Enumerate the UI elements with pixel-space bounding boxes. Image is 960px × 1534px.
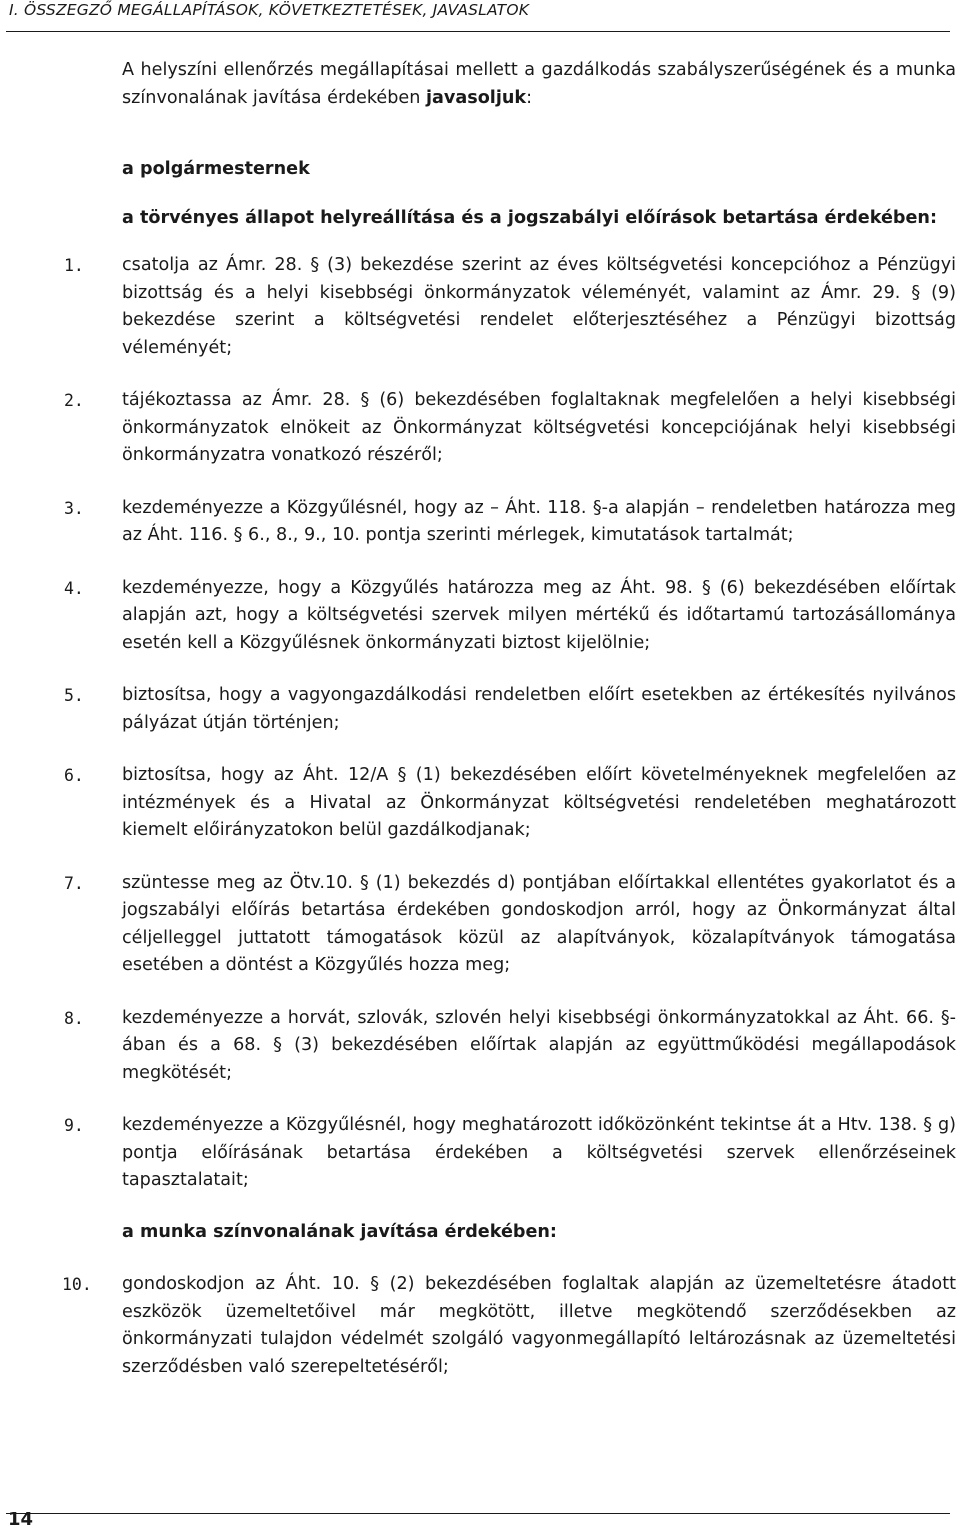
list-item (64, 387, 956, 470)
list-item-text: kezdeményezze, hogy a Közgyűlés határozza meg az Áht. 98. § (6) bekezdésében előírtak alapján azt, hogy a költségvetési szervek milyen mértékű és időtartamú tartozásállománya esetén kell a Közgyűlésnek önkormányzati biztost kijelölnie; (122, 577, 956, 653)
list-item (64, 762, 956, 845)
list-item (64, 1112, 956, 1195)
list-item-text: szüntesse meg az Ötv.10. § (1) bekezdés d) pontjában előírtakkal ellentétes gyakorlatot és a jogszabályi előírás betartása érdekében gondoskodjon arról, hogy az Önkormányzat által céljelleggel juttatott támogatások közül az alapítványok, közalapítványok támogatása esetében a döntést a Közgyűlés hozza meg; (122, 872, 956, 975)
list-item-number: 4. (64, 578, 84, 598)
list-item (64, 575, 956, 658)
intro-bold-word: javasoljuk (425, 87, 527, 108)
footer-divider (6, 1513, 950, 1514)
list-item-number: 9. (64, 1116, 84, 1135)
list-item (64, 495, 956, 550)
list-item (64, 252, 956, 362)
page-number: 14 (8, 1509, 34, 1530)
list-item (64, 682, 956, 737)
list-item-number: 10. (62, 1275, 92, 1294)
list-item-text: kezdeményezze a Közgyűlésnél, hogy meghatározott időközönként tekintse át a Htv. 138. § g) pontja előírásának betartása érdekében a költségvetési szervek ellenőrzéseinek tapasztalatait; (122, 1115, 956, 1190)
document-body (62, 57, 956, 1381)
list-item-number: 3. (64, 498, 84, 518)
header-divider (6, 31, 950, 32)
list-item-text: gondoskodjon az Áht. 10. § (2) bekezdésében foglaltak alapján az üzemeltetésre átadott eszközök üzemeltetőivel már megkötött, illetve megkötendő szerződésekben az önkormányzati tulajdon védelmét szolgáló vagyonmegállapító leltározásnak az üzemeltetési szerződésben való szerepeltetéséről; (122, 1274, 956, 1377)
heading-munka: a munka színvonalának javítása érdekében: (122, 1221, 557, 1242)
heading-torvenyes: a törvényes állapot helyreállítása és a jogszabályi előírások betartása érdekében: (122, 207, 937, 228)
list-item-text: kezdeményezze a horvát, szlovák, szlovén helyi kisebbségi önkormányzatokkal az Áht. 66. §-ában és a 68. § (3) bekezdésében előírtak alapján az együttműködési megállapodások megkötését; (122, 1007, 956, 1083)
intro-paragraph (122, 57, 956, 112)
list-item-text: csatolja az Ámr. 28. § (3) bekezdése szerint az éves költségvetési koncepcióhoz a Pénzügyi bizottság és a helyi kisebbségi önkormányzatok véleményét, valamint az Ámr. 29. § (9) bekezdése szerint a költségvetési rendelet előterjesztéséhez a Pénzügyi bizottság véleményét; (122, 255, 956, 358)
list-item-text: kezdeményezze a Közgyűlésnél, hogy az – Áht. 118. §-a alapján – rendeletben határozza meg az Áht. 116. § 6., 8., 9., 10. pontja szerinti mérlegek, kimutatások tartalmát; (122, 497, 956, 545)
list-item-text: biztosítsa, hogy a vagyongazdálkodási rendeletben előírt esetekben az értékesítés nyilvános pályázat útján történjen; (122, 685, 956, 733)
list-item-number: 5. (64, 686, 84, 705)
list-item-text: biztosítsa, hogy az Áht. 12/A § (1) bekezdésében előírt követelményeknek megfelelően az intézmények és a Hivatal az Önkormányzat költségvetési rendeletében meghatározott kiemelt előirányzatokon belül gazdálkodjanak; (122, 765, 956, 840)
intro-text: A helyszíni ellenőrzés megállapításai mellett a gazdálkodás szabályszerűségének és a munka színvonalának javítása érdekében (122, 60, 956, 108)
list-item-number: 1. (64, 256, 84, 275)
page-header-title: I. ÖSSZEGZŐ MEGÁLLAPÍTÁSOK, KÖVETKEZTETÉSEK, JAVASLATOK (9, 1, 530, 19)
list-item-number: 8. (64, 1008, 84, 1028)
list-item-number: 7. (64, 873, 84, 893)
list-item-number: 2. (64, 391, 84, 410)
list-item (64, 1005, 956, 1088)
list-item (64, 870, 956, 980)
intro-suffix: : (526, 87, 533, 108)
list-item (62, 1271, 956, 1381)
recommendation-list (64, 252, 956, 1195)
list-item-text: tájékoztassa az Ámr. 28. § (6) bekezdésében foglaltaknak megfelelően a helyi kisebbségi önkormányzatok elnökeit az Önkormányzat költségvetési koncepciójának helyi kisebbségi önkormányzatra vonatkozó részéről; (122, 390, 956, 465)
list-item-number: 6. (64, 766, 84, 785)
heading-polgarmester: a polgármesternek (122, 159, 310, 179)
